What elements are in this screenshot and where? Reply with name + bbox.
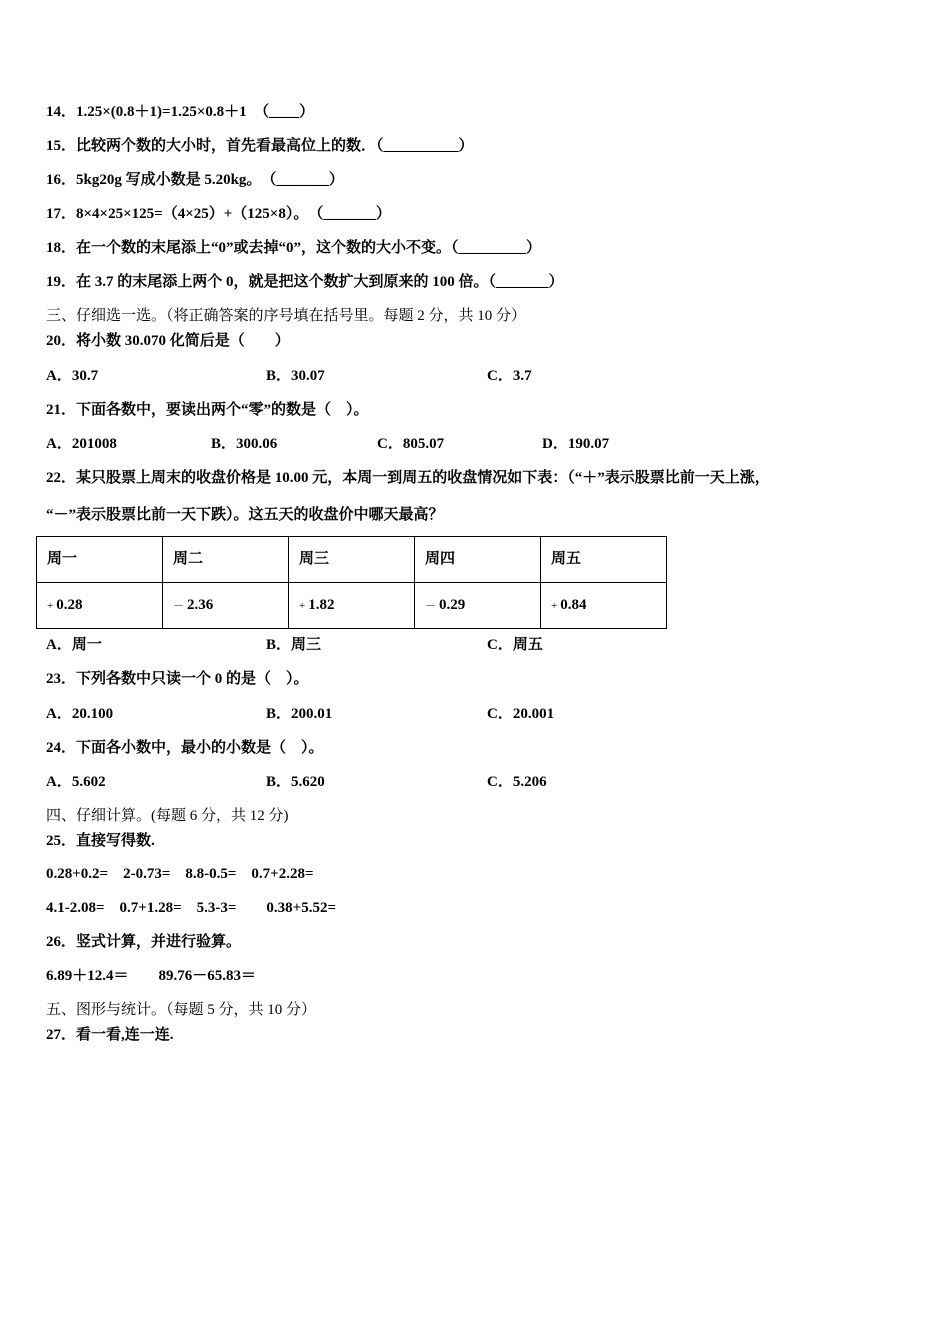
table-cell xyxy=(541,583,667,629)
q22-line1: 22．某只股票上周末的收盘价格是 10.00 元，本周一到周五的收盘情况如下表：（“＋”表示股票比前一天上涨， xyxy=(46,470,770,486)
q21-option-a: A．201008 xyxy=(46,436,117,452)
q23-option-b: B．200.01 xyxy=(266,706,333,722)
q27: 27．看一看,连一连. xyxy=(46,1027,174,1043)
table-header-cell: 周五 xyxy=(541,537,667,583)
q25-row-1: 0.28+0.2= 2-0.73= 8.8-0.5= 0.7+2.28= xyxy=(46,866,314,882)
table-header-row xyxy=(37,537,667,583)
table-row xyxy=(37,583,667,629)
q26-row: 6.89＋12.4＝ 89.76－65.83＝ xyxy=(46,968,257,984)
q21: 21．下面各数中，要读出两个“零”的数是（ ）。 xyxy=(46,402,369,418)
q15: 15．比较两个数的大小时，首先看最高位上的数．（__________） xyxy=(46,138,474,154)
q16: 16．5kg20g 写成小数是 5.20kg。 （_______） xyxy=(46,172,344,188)
table-cell xyxy=(289,583,415,629)
q23-option-a: A．20.100 xyxy=(46,706,114,722)
sign: + xyxy=(47,600,54,612)
q20-option-c: C．3.7 xyxy=(487,368,532,384)
table-header-cell: 周一 xyxy=(37,537,163,583)
sign: － xyxy=(425,600,436,612)
table-header-cell: 周三 xyxy=(289,537,415,583)
q25-row-2: 4.1-2.08= 0.7+1.28= 5.3-3= 0.38+5.52= xyxy=(46,900,337,916)
value: 0.29 xyxy=(439,597,466,613)
q22-option-a: A．周一 xyxy=(46,637,102,653)
q21-option-d: D．190.07 xyxy=(542,436,610,452)
value: 0.28 xyxy=(56,597,83,613)
q20-option-b: B．30.07 xyxy=(266,368,325,384)
section-5-heading: 五、图形与统计。（每题 5 分，共 10 分） xyxy=(46,1002,317,1018)
q23: 23．下列各数中只读一个 0 的是（ ）。 xyxy=(46,671,309,687)
q20: 20．将小数 30.070 化简后是（ ） xyxy=(46,333,290,349)
q25: 25．直接写得数. xyxy=(46,833,155,849)
q19: 19．在 3.7 的末尾添上两个 0，就是把这个数扩大到原来的 100 倍。（_______） xyxy=(46,274,564,290)
q14: 14．1.25×(0.8＋1)=1.25×0.8＋1 （____） xyxy=(46,104,315,120)
q24-option-a: A．5.602 xyxy=(46,774,106,790)
q18: 18．在一个数的末尾添上“0”或去掉“0”，这个数的大小不变。（_________） xyxy=(46,240,542,256)
value: 1.82 xyxy=(308,597,335,613)
section-3-heading: 三、仔细选一选。（将正确答案的序号填在括号里。每题 2 分，共 10 分） xyxy=(46,308,527,324)
q26: 26．竖式计算，并进行验算。 xyxy=(46,934,242,950)
table-cell xyxy=(415,583,541,629)
section-4-heading: 四、仔细计算。(每题 6 分，共 12 分) xyxy=(46,808,289,824)
q24-option-b: B．5.620 xyxy=(266,774,325,790)
sign: + xyxy=(299,600,306,612)
table-cell xyxy=(163,583,289,629)
q21-option-b: B．300.06 xyxy=(211,436,278,452)
q22-option-b: B．周三 xyxy=(266,637,322,653)
q24-option-c: C．5.206 xyxy=(487,774,547,790)
q17: 17．8×4×25×125=（4×25）+（125×8）。 （_______） xyxy=(46,206,391,222)
value: 2.36 xyxy=(187,597,214,613)
table-header-cell: 周四 xyxy=(415,537,541,583)
table-cell xyxy=(37,583,163,629)
table-header-cell: 周二 xyxy=(163,537,289,583)
sign: + xyxy=(551,600,558,612)
q22-option-c: C．周五 xyxy=(487,637,543,653)
sign: － xyxy=(173,600,184,612)
stock-price-table xyxy=(36,536,667,629)
q23-option-c: C．20.001 xyxy=(487,706,555,722)
q22-line2: “－”表示股票比前一天下跌）。这五天的收盘价中哪天最高？ xyxy=(46,507,444,523)
q24: 24．下面各小数中，最小的小数是（ ）。 xyxy=(46,740,324,756)
value: 0.84 xyxy=(560,597,587,613)
q21-option-c: C．805.07 xyxy=(377,436,445,452)
q20-option-a: A．30.7 xyxy=(46,368,99,384)
